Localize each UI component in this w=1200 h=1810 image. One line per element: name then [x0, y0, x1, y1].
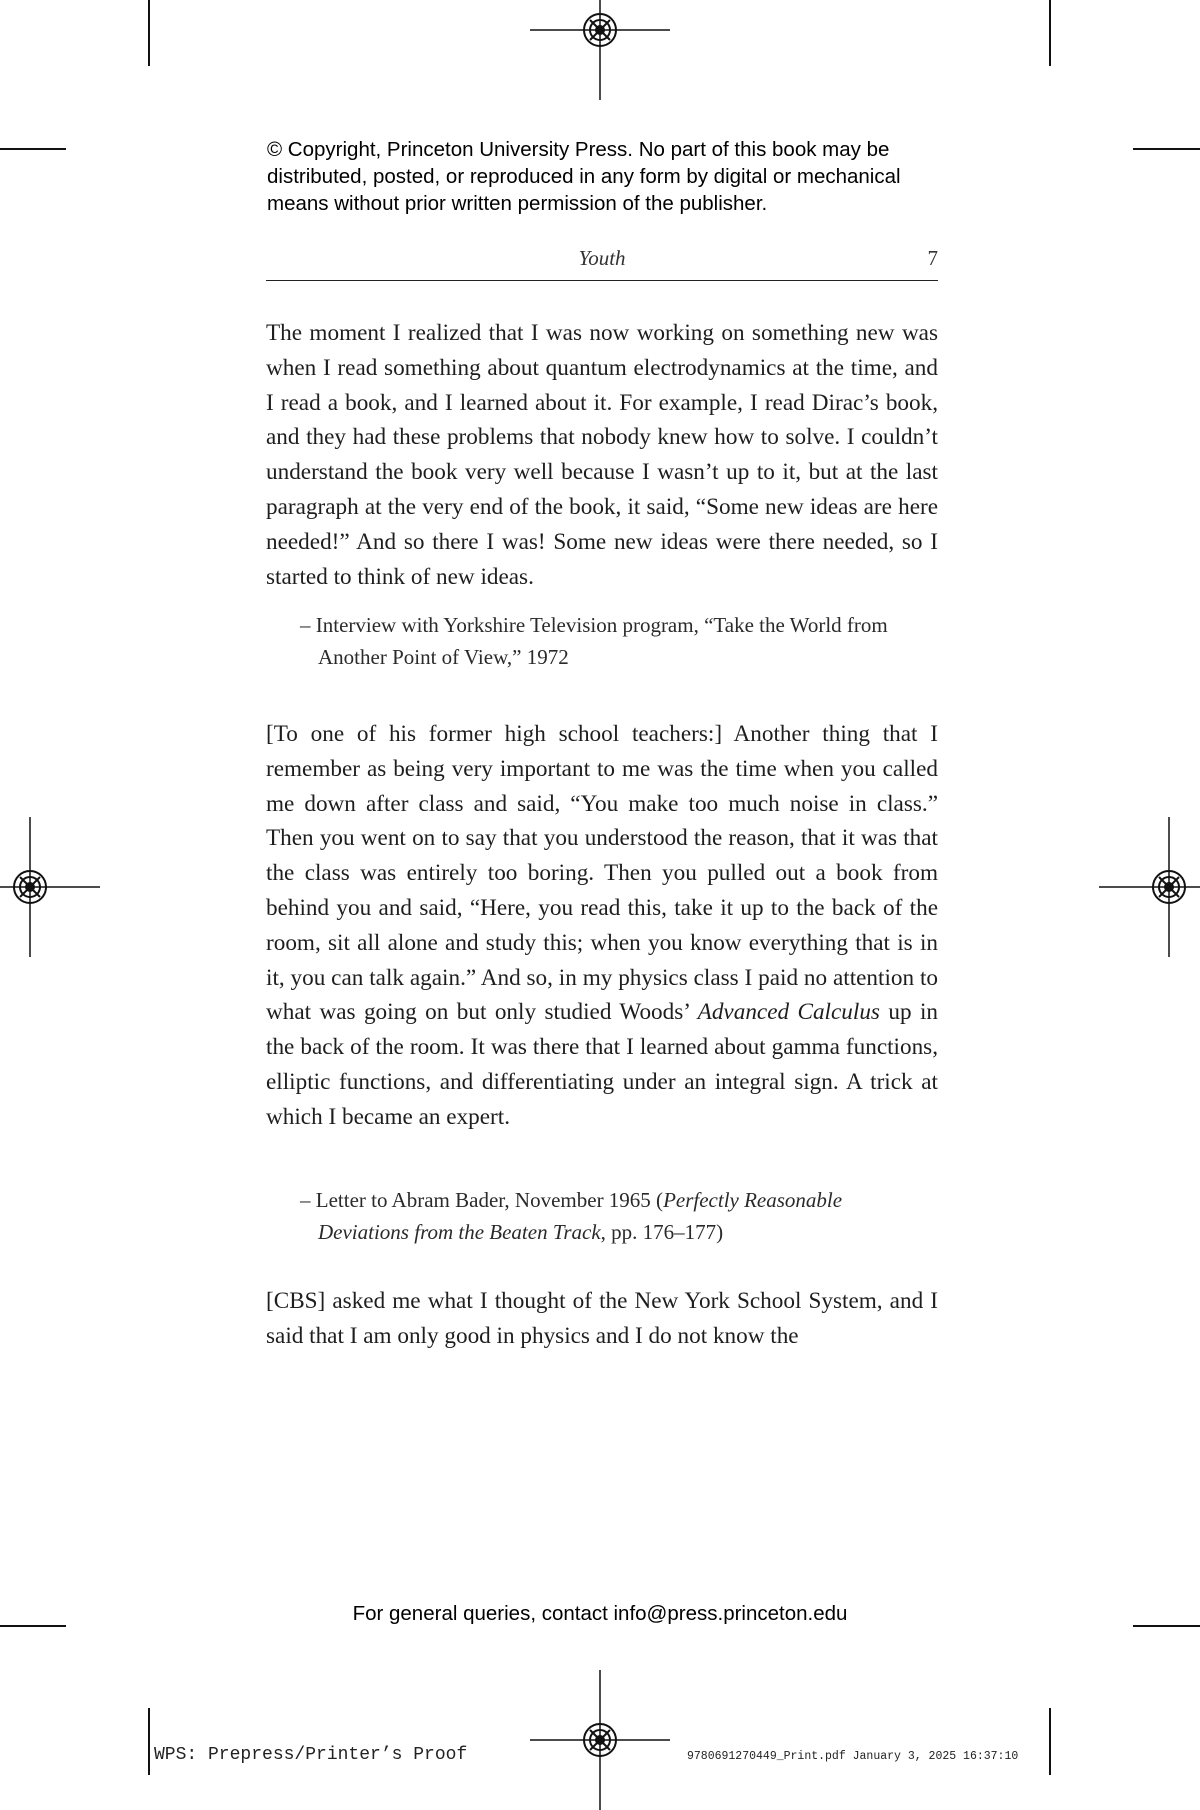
- general-queries-contact: For general queries, contact info@press.princeton.edu: [352, 1602, 848, 1625]
- crop-mark: [148, 1708, 150, 1775]
- registration-mark-top-icon: [530, 0, 670, 100]
- quote-passage-3: [CBS] asked me what I thought of the New York School System, and I said that I am only good in physics and I do not know the: [266, 1288, 938, 1349]
- copyright-line-3: means without prior written permission of the publisher.: [267, 192, 768, 215]
- running-head-title: Youth: [578, 246, 626, 270]
- quote-citation-1: – Interview with Yorkshire Television program, “Take the World from Another Point of View,” 1972: [300, 613, 888, 669]
- quote-passage-2: [266, 717, 938, 1135]
- crop-mark: [0, 148, 66, 150]
- copyright-line-2: distributed, posted, or reproduced in any form by digital or mechanical: [267, 165, 901, 188]
- crop-mark: [1049, 1708, 1051, 1775]
- copyright-line-1: © Copyright, Princeton University Press. No part of this book may be: [267, 138, 890, 161]
- registration-mark-right-icon: [1099, 817, 1200, 957]
- print-file-slug: 9780691270449_Print.pdf January 3, 2025 16:37:10: [687, 1750, 1019, 1763]
- copyright-notice: [267, 136, 987, 217]
- passage-2-text-a: [To one of his former high school teachers:] Another thing that I remember as being very important to me was the time when you called me down after class and said, “You make too much noise in class.” Then you went on to say that you understood the reason, that it was that the class was entirely too boring. Then you pulled out a book from behind you and said, “Here, you read this, take it up to the back of the room, sit all alone and study this; when you know everything that is in it, you can talk again.” And so, in my physics class I paid no attention to what was going on but only studied Woods’: [266, 721, 938, 1026]
- running-head: [266, 246, 938, 281]
- crop-mark: [1049, 0, 1051, 66]
- citation-2-text-b: , pp. 176–177): [600, 1220, 724, 1244]
- prepress-slug: WPS: Prepress/Printer’s Proof: [154, 1745, 468, 1765]
- page-number: 7: [927, 246, 938, 270]
- crop-mark: [148, 0, 150, 66]
- crop-mark: [1133, 148, 1200, 150]
- quote-passage-1: The moment I realized that I was now working on something new was when I read something about quantum electrodynamics at the time, and I read a book, and I learned about it. For example, I read Dirac’s book, and they had these problems that nobody knew how to solve. I couldn’t understand the book very well because I wasn’t up to it, but at the last paragraph at the very end of the book, it said, “Some new ideas are here needed!” And so there I was! Some new ideas were there needed, so I started to think of new ideas.: [266, 320, 938, 590]
- citation-2-text-a: – Letter to Abram Bader, November 1965 (: [300, 1188, 664, 1212]
- registration-mark-left-icon: [0, 817, 100, 957]
- passage-2-text-b: up in the back of the room. It was there that I learned about gamma functions, elliptic functions, and differentiating under an integral sign. A trick at which I became an expert.: [266, 999, 938, 1130]
- book-title-advanced-calculus: Advanced Calculus: [697, 999, 880, 1026]
- quote-citation-2: [300, 1184, 938, 1248]
- book-title-perfectly-reasonable: Perfectly Reasonable Deviations from the Beaten Track: [318, 1188, 843, 1244]
- registration-mark-bottom-icon: [530, 1670, 670, 1810]
